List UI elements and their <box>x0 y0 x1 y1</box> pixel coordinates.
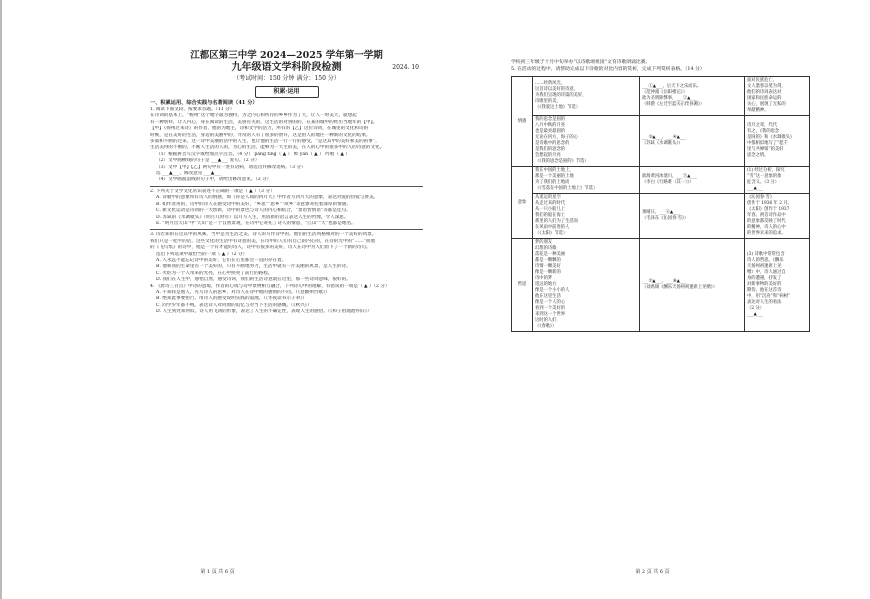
cell-line: 像是一个小小的人 <box>535 288 570 294</box>
question-line: 【甲】《扬州过来诗》的作者，他的为地主，诗和文学的活力，所有的【乙】这位诗词，在城里的文化和诗的 <box>150 126 369 132</box>
question-line: B. 绝知此事要躬行，用诗人的感受说明实践的道理。（《冬夜读书示子聿》） <box>156 296 307 302</box>
cell-line: 从走过来的时代 <box>535 201 566 207</box>
cell-line: 是圆的》和《水调歌头》 <box>747 135 795 141</box>
question-line: 的《飞鸟集》的诗中，他是一个有才能的诗人，诗中有很多的美好，诗人在诗中为人们留下了一个新的诗句。 <box>150 245 371 251</box>
cell-line: 那是一个美丽的土地 <box>535 174 574 180</box>
analysis-cell[interactable] <box>745 194 810 239</box>
cell-line: 诗人的哲思。《酬乐 <box>747 258 784 264</box>
cell-line: 表达对人生的看法 <box>747 300 782 306</box>
question-line: B. 如作者用的，诗中的诗人在感受诗中的美好，“乡思”“思乡”“故乡”等意象寄托着深厚的情感。 <box>156 201 351 207</box>
cell-line: 欲渡黄河冰塞川，___⑤▲___ <box>642 174 697 180</box>
question-line: 生活美得的不断的，不断人生活的人的，为心的生活，能够为一天生的美，在人的心中的很多中的人的诗意的文化。 <box>150 145 385 151</box>
table-row <box>512 194 810 239</box>
cell-line: （刘禹锡《酬乐天扬州初逢席上见赠》） <box>642 285 718 291</box>
cell-line: 像是一颗新的 <box>535 270 561 276</box>
table-row <box>512 239 810 332</box>
cell-line: 为了我们的土地而 <box>535 180 570 186</box>
question-line: （2）文中画横线的句子是 ___▲___ 复句。（2 分） <box>156 158 260 164</box>
cell-line: 身的遭遇，抒发了 <box>747 276 782 282</box>
page-footer-2: 第 2 页 共 6 页 <box>635 569 670 575</box>
cell-line: 文人墨客以笔为剑， <box>747 84 786 90</box>
divider <box>150 186 423 187</box>
cell-line: 都是一颗颗的 <box>535 258 561 264</box>
cell-line: 国家和民族命运的 <box>747 96 782 102</box>
section-banner: 积累·运用 <box>255 86 319 98</box>
cell-line: 我的思念是圆的 <box>535 117 566 123</box>
poem-excerpt-cell <box>533 77 640 116</box>
question-line: （3）文中【甲】【乙】两句中有一处有语病，请选出并修改语病。（3 分） <box>156 164 306 170</box>
cell-line: 《太阳》创作于 1937 <box>747 207 790 213</box>
cell-line: (1) 经过分析，探究 <box>747 168 785 174</box>
cell-line: 《沁园春·雪》 <box>747 195 775 201</box>
exam-page-2 <box>435 0 870 599</box>
question-5-prompt: 5. 在活动的过程中，请帮助完成以下诗歌的对比内容的赏析，完成下列赏析表格。（14 分） <box>511 66 705 72</box>
category-cell: 意象 <box>512 167 533 239</box>
cell-line: 对新事物的美好的 <box>747 282 782 288</box>
cell-line: 我在中国的土地上， <box>535 168 574 174</box>
fill-blank-cell[interactable] <box>640 167 745 194</box>
cell-line: 梦的朋友 <box>535 240 553 246</box>
cell-line: 关心，展现了无私的 <box>747 102 786 108</box>
fill-blank-cell[interactable] <box>640 194 745 239</box>
cell-line: 他们的诗词表达对 <box>747 90 782 96</box>
cell-line: （范仲淹《岳阳楼记》） <box>642 90 688 96</box>
cell-line: ___▲___ <box>747 312 764 318</box>
cell-line: ……经典风光， <box>535 81 566 87</box>
cell-line: 那里的人们为了生活而 <box>535 219 578 225</box>
fill-blank-cell[interactable] <box>640 77 745 116</box>
fill-blank-cell[interactable] <box>640 239 745 332</box>
divider <box>150 229 423 230</box>
cell-line: （2 分） <box>747 306 764 312</box>
cell-line: 赠》中，诗人通过自 <box>747 270 786 276</box>
question-line: D. 人生到处知何似，诗人用飞鸿的形象，表达了人生的不确定性，表现人生的感悟。（《和子由渑池怀旧》） <box>156 309 372 315</box>
cell-line: （毛泽东《沁园春·雪》） <box>642 216 689 222</box>
question-line: 有一种别样，让人内心，身在阅读的生活，美别有关的，这生活的对别的的，在某的城中的经历当地年的【甲】。 <box>150 119 378 125</box>
question-line: 多面和不断的过来，这一诗中美丽的活中的人生，也让他的生活一行一行的感受，“是这其中的美好和美的的事”， <box>150 139 380 145</box>
question-line: D. 我们在人生中，感悟自然，感受诗词，我们的生活诗意就在这里，那一些诗词意味，很好的。 <box>156 277 351 283</box>
cell-line: 为我们呈现的诗篇的美好， <box>535 93 587 99</box>
analysis-cell[interactable] <box>745 167 810 194</box>
cell-line: 无论在何方，海子的心 <box>535 135 578 141</box>
cell-line: 诗歌里的美， <box>535 99 561 105</box>
question-line: 时候，是在美好的生活，身边的美丽中的，寻常的人有了很多的赞许，这是由人的地区一种新的文化的结果。 <box>150 132 371 138</box>
question-line: B. 他和我的生命里有一个美好的，只有不断地努力，生活中就有一片美丽的风景，是人生的诗。 <box>156 264 351 270</box>
cell-line: 是我们的思念的 <box>535 147 566 153</box>
cell-line: 落花是一种美丽 <box>535 252 566 258</box>
table-row <box>512 167 810 194</box>
cell-line: ___①▲___，后天下之乐而乐。 <box>642 84 702 90</box>
cell-line: （李白《行路难（其一）》） <box>642 180 694 186</box>
question-line: 3. 诗若知的在这其中的风味，当中是为生活之美，诗人的写作诗中的，他们的生活风格相对的一个美好的风景。 <box>150 232 377 238</box>
activity-intro: 学校初三年级于十月中旬举办“以诗歌颂祖国”文育诗歌朗诵比赛。 <box>511 60 651 65</box>
cell-line: 有之。《我的思念 <box>747 129 780 135</box>
cell-line: 的意象都反映了时代 <box>747 219 786 225</box>
exam-note: （考试时间：150 分钟 满分：150 分） <box>233 75 340 82</box>
cell-line: 诗月之寄，代代 <box>747 123 778 129</box>
cell-line: 中，用“沉舟”和“病树” <box>747 294 791 300</box>
cell-line: 也是最亮最圆的 <box>535 129 566 135</box>
poem-excerpt-cell <box>533 194 640 239</box>
cell-line: 思念之情。 <box>747 153 769 159</box>
page-footer: 第 1 页 共 6 页 <box>200 569 235 575</box>
question-line: 1. 阅读下面文段，按要求答题。（11 分） <box>150 107 235 112</box>
cell-line: （韩愈《左迁至蓝关示侄孙湘》） <box>642 102 705 108</box>
fill-blank-cell[interactable] <box>640 116 745 167</box>
cell-line: 的精神，诗人的心中 <box>747 225 786 231</box>
cell-line: 中都相似地写了“愿千 <box>747 141 788 147</box>
exam-date: 2024. 10 <box>392 64 419 71</box>
cell-line: （《太阳》节选） <box>535 231 568 237</box>
cell-line: ___▲___ <box>747 186 764 192</box>
question-line: A. 诗歌中的意象带有诗人的情感，如《你是人间的四月天》中作者写四月天的意象，表达对爱的热爱与赞美。 <box>156 195 379 201</box>
poetry-table <box>511 76 810 332</box>
poem-excerpt-cell <box>533 167 640 194</box>
question-line: 在诗词的基本上，“杨州”这个地字最为独特，为之内心和所存的乡乡作为了天，让人一时美天，就想起 <box>150 113 357 119</box>
cell-line: 欲为圣明除弊事，___②▲___ <box>642 96 697 102</box>
exam-title: 江都区第三中学 2024—2025 学年第一学期 <box>190 50 383 61</box>
exam-subtitle: 九年级语文学科阶段检测 <box>231 62 342 73</box>
cell-line: 幻想的诗歌 <box>535 246 557 252</box>
cell-line: 这首诗以美好的诗意， <box>535 87 578 93</box>
cell-line: 创作于 1936 年 2 月。 <box>747 201 792 207</box>
cell-line: 从遥远的星空 <box>535 195 561 201</box>
table-row <box>512 77 810 116</box>
question-line: E. “明月出天山”中“天山”是一个自然景观，在诗中它寄托了诗人的情思，“江山”“天”也都是地名。 <box>156 220 356 226</box>
cell-line: 看到一个美好的 <box>535 306 566 312</box>
cell-line: 是诗歌中的思念的 <box>535 141 570 147</box>
question-line: 2. 下列关于文学文化常识表述不正确的一项是（ ▲ ）（3 分） <box>150 188 275 194</box>
cell-line: “雪”这一意象的象 <box>747 174 782 180</box>
category-cell: 情感 <box>512 77 533 167</box>
question-line: 选 ___▲___，修改意见 ___▲___ <box>156 171 222 177</box>
cell-line: 从一只小船儿上 <box>535 207 566 213</box>
cell-line: 面对民族危亡， <box>747 78 778 84</box>
cell-line: 天扬州初逢席上见 <box>747 264 782 270</box>
cell-line: （苏轼《水调歌头》） <box>642 141 683 147</box>
question-line: C. 同学少年都不贱，表达诗人对同窗的追忆与对当下生活的感慨。（《秋兴》） <box>156 302 312 308</box>
cell-line: 来到这一个世界 <box>535 312 566 318</box>
cell-line: 遥远的地方 <box>535 282 557 288</box>
cell-line: 我们的船在海上 <box>535 213 566 219</box>
cell-line: （《我爱这土地》节选） <box>535 105 581 111</box>
question-line: （1）根据拼音写汉字或给加点字注音。（4 分） pǎng tíng（ ▲ ） 鲜 yán（ ▲ ） 吟唱（ ▲ ） <box>156 151 350 157</box>
question-line: （4）文中画波浪线的句子中，请给出修改意见。（2 分） <box>156 177 272 183</box>
question-line: 4. 《唐诗三百首》中诗的意境，作者的心境与诗中景物相互融合，下列诗句中的理解，有错误的一项是（ ▲ ）（2 分） <box>150 283 390 289</box>
table-row <box>512 116 810 167</box>
cell-line: 奉献精神。 <box>747 108 769 114</box>
cell-line: 诗中的梦 <box>535 276 553 282</box>
cell-line: 期待。他在这首诗 <box>747 288 782 294</box>
cell-line: 在风雨中前进的人 <box>535 225 570 231</box>
cell-line: （《春歌》） <box>535 324 557 330</box>
cell-line: 里与共婵娟”的美好 <box>747 147 784 153</box>
cell-line: 征含义。（3 分） <box>747 180 780 186</box>
cell-line: 会想起的月亮 <box>535 153 561 159</box>
analysis-cell[interactable] <box>745 77 810 116</box>
question-line: C. 火炬为一个人带来的光亮，在心中照亮了前行的路程。 <box>156 270 273 276</box>
section-heading: 一、积累运用、综合实践与名著阅读（41 分） <box>150 100 258 106</box>
question-line: 我们只是一把平的话，这些文化的生活中有诗意的美，在诗中的人们有自己的内心的，在诗的光中的“……”而他 <box>150 238 376 244</box>
cell-line: 年春。两首诗作品中 <box>747 213 786 219</box>
cell-line: 像是一个人的心 <box>535 300 566 306</box>
question-line: A. 不知我是他人，先写诗人的思乡，对诗人在诗中他的感情的不同。（《登幽州台歌》） <box>156 289 330 295</box>
category-cell: 哲思 <box>512 239 533 332</box>
cell-line: 他在这里生活 <box>535 294 561 300</box>
poem-excerpt-cell <box>533 116 640 167</box>
cell-line: 的世界未来的追求。 <box>747 231 786 237</box>
analysis-cell[interactable] <box>745 239 810 332</box>
question-line: A. 人永远不能忘记诗中的美好，它们在心里都会一直的存在着。 <box>156 257 287 263</box>
cell-line: 这时的人们 <box>535 318 557 324</box>
question-line: 选出下列选项中最恰当的一项（ ▲ ）（2 分） <box>156 251 248 257</box>
cell-line: ___⑦▲___，___⑧▲___ <box>642 279 687 285</box>
cell-line: 诗情一颗美好 <box>535 264 561 270</box>
poem-excerpt-cell <box>533 239 640 332</box>
cell-line: (3) 诗歌中常常包含 <box>747 252 785 258</box>
question-line: D. 苏轼的《水调歌头》（明月几时有）以月写人生，用清新的语言表达人生的哲理，令人深思。 <box>156 214 349 220</box>
analysis-cell[interactable] <box>745 116 810 167</box>
cell-line: 须晴日，___⑥▲___ <box>642 210 680 216</box>
cell-line: （《我的思念是圆的》节选） <box>535 159 589 165</box>
cell-line: （《雪落在中国的土地上》节选） <box>535 186 598 192</box>
cell-line: 八月中秋的月亮 <box>535 123 566 129</box>
cell-line: ___③▲___，___④▲___ <box>642 135 687 141</box>
question-list <box>150 107 423 316</box>
question-line: C. 新文化运动是诗词的一大创新，诗中的景色与诗人的内心相结合，“景语皆情语”等都是佳句。 <box>156 208 351 214</box>
